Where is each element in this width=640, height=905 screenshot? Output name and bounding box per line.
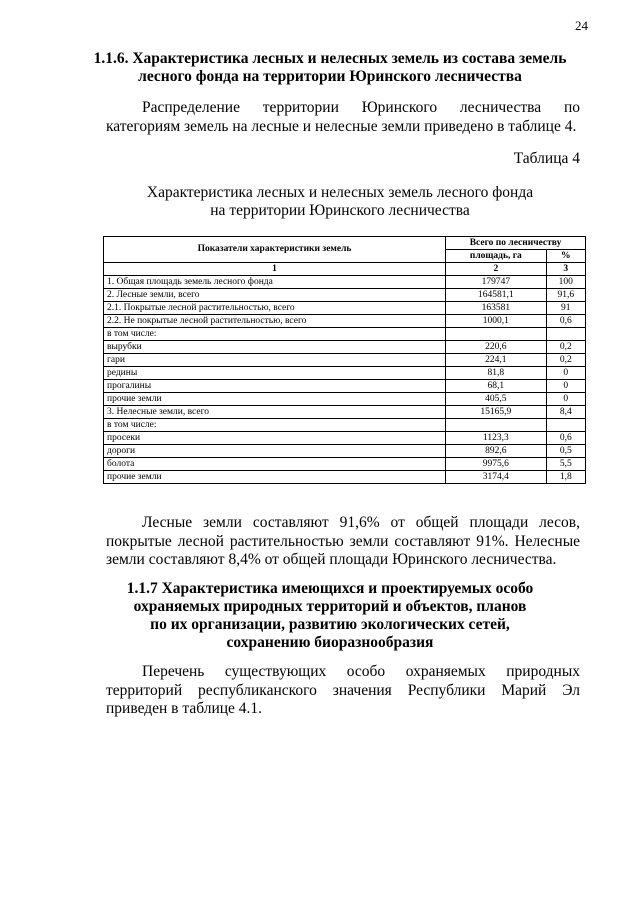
row-area xyxy=(446,328,547,341)
table-row xyxy=(104,276,586,289)
header-area: площадь, га xyxy=(446,250,547,263)
header-total: Всего по лесничеству xyxy=(446,237,586,250)
row-area: 164581,1 xyxy=(446,289,547,302)
row-area: 15165,9 xyxy=(446,406,547,419)
row-percent: 0,6 xyxy=(546,315,585,328)
table-row xyxy=(104,289,586,302)
row-percent: 0,2 xyxy=(546,341,585,354)
row-percent: 5,5 xyxy=(546,458,585,471)
table-row xyxy=(104,419,586,432)
table-row xyxy=(104,380,586,393)
row-percent xyxy=(546,419,585,432)
row-label: вырубки xyxy=(104,341,446,354)
row-label: дороги xyxy=(104,445,446,458)
row-percent: 100 xyxy=(546,276,585,289)
row-label: прочие земли xyxy=(104,393,446,406)
heading-line: лесного фонда на территории Юринского лесничества xyxy=(138,68,522,85)
column-index: 1 xyxy=(104,263,446,276)
row-label: гари xyxy=(104,354,446,367)
table-row xyxy=(104,471,586,484)
page-number: 24 xyxy=(575,18,588,33)
table-row xyxy=(104,367,586,380)
table-row xyxy=(104,315,586,328)
row-label: прогалины xyxy=(104,380,446,393)
table-row xyxy=(104,393,586,406)
row-percent: 1,8 xyxy=(546,471,585,484)
row-label: просеки xyxy=(104,432,446,445)
table-row xyxy=(104,354,586,367)
row-percent: 91 xyxy=(546,302,585,315)
row-percent: 0 xyxy=(546,380,585,393)
heading-line: 1.1.7 Характеристика имеющихся и проектируемых особо xyxy=(126,580,534,597)
table-row xyxy=(104,458,586,471)
heading-line: сохранению биоразнообразия xyxy=(226,634,434,651)
heading-line: охраняемых природных территорий и объектов, планов xyxy=(133,598,527,615)
paragraph-text: Лесные земли составляют 91,6% от общей площади лесов, покрытые лесной растительностью земли составляют 91%. Нелесные земли составляют 8,4% от общей площади Юринского лесничества. xyxy=(106,514,580,568)
protected-areas-paragraph xyxy=(106,663,580,719)
table-row xyxy=(104,432,586,445)
row-label: 3. Нелесные земли, всего xyxy=(104,406,446,419)
row-area: 3174,4 xyxy=(446,471,547,484)
row-percent: 8,4 xyxy=(546,406,585,419)
row-area: 892,6 xyxy=(446,445,547,458)
table-label: Таблица 4 xyxy=(513,150,580,167)
row-label: редины xyxy=(104,367,446,380)
row-percent: 91,6 xyxy=(546,289,585,302)
row-area: 9975,6 xyxy=(446,458,547,471)
row-area: 224,1 xyxy=(446,354,547,367)
row-area xyxy=(446,419,547,432)
row-percent xyxy=(546,328,585,341)
row-label: прочие земли xyxy=(104,471,446,484)
table-row xyxy=(104,406,586,419)
row-percent: 0 xyxy=(546,393,585,406)
header-indicator: Показатели характеристики земель xyxy=(104,237,446,263)
paragraph-text: Перечень существующих особо охраняемых природных территорий республиканского значения Республики Марий Эл приведен в таблице 4.1. xyxy=(106,663,580,717)
row-label: 2.1. Покрытые лесной растительностью, всего xyxy=(104,302,446,315)
paragraph-text: Распределение территории Юринского лесничества по категориям земель на лесные и нелесные земли приведено в таблице 4. xyxy=(106,99,580,135)
row-label: 2. Лесные земли, всего xyxy=(104,289,446,302)
row-area: 163581 xyxy=(446,302,547,315)
row-area: 405,5 xyxy=(446,393,547,406)
land-characteristics-table xyxy=(103,236,586,484)
table-row xyxy=(104,302,586,315)
row-label: 1. Общая площадь земель лесного фонда xyxy=(104,276,446,289)
column-index: 2 xyxy=(446,263,547,276)
caption-line: на территории Юринского лесничества xyxy=(210,202,470,219)
row-area: 179747 xyxy=(446,276,547,289)
row-area: 81,8 xyxy=(446,367,547,380)
section-heading-1-1-7 xyxy=(90,580,570,652)
row-area: 68,1 xyxy=(446,380,547,393)
row-percent: 0,5 xyxy=(546,445,585,458)
table-row xyxy=(104,445,586,458)
row-percent: 0,6 xyxy=(546,432,585,445)
row-percent: 0,2 xyxy=(546,354,585,367)
table-row xyxy=(104,328,586,341)
table-caption xyxy=(100,184,580,220)
row-area: 1000,1 xyxy=(446,315,547,328)
heading-line: по их организации, развитию экологических сетей, xyxy=(150,616,510,633)
section-heading-1-1-6 xyxy=(90,50,570,86)
intro-paragraph xyxy=(106,99,580,136)
row-percent: 0 xyxy=(546,367,585,380)
row-area: 1123,3 xyxy=(446,432,547,445)
row-area: 220,6 xyxy=(446,341,547,354)
column-index: 3 xyxy=(546,263,585,276)
row-label: в том числе: xyxy=(104,419,446,432)
row-label: 2.2. Не покрытые лесной растительностью, всего xyxy=(104,315,446,328)
row-label: болота xyxy=(104,458,446,471)
row-label: в том числе: xyxy=(104,328,446,341)
caption-line: Характеристика лесных и нелесных земель лесного фонда xyxy=(146,184,534,201)
table-row xyxy=(104,341,586,354)
heading-line: 1.1.6. Характеристика лесных и нелесных земель из состава земель xyxy=(93,50,567,67)
header-percent: % xyxy=(546,250,585,263)
summary-paragraph xyxy=(106,514,580,570)
